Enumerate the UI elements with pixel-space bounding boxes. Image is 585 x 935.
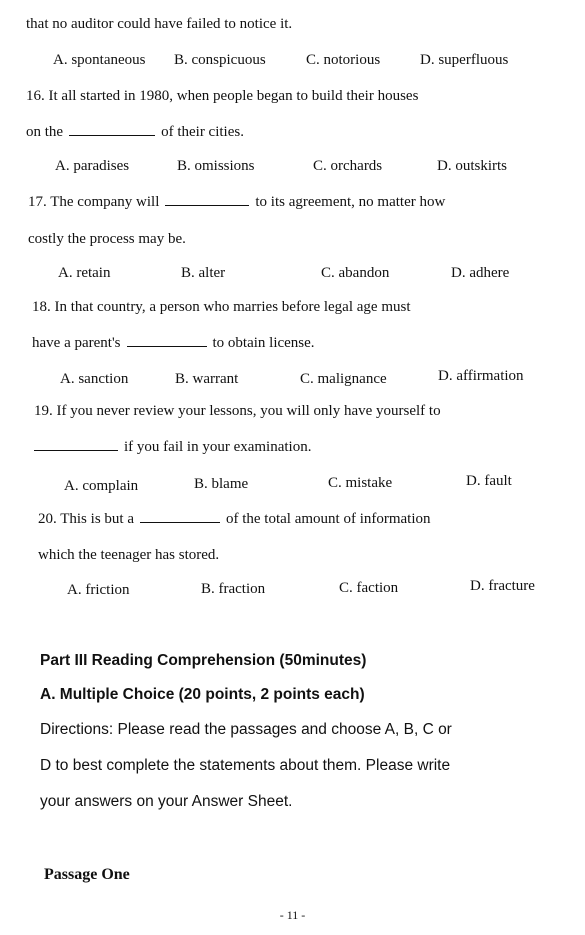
q17-option-b: B. alter — [181, 265, 226, 281]
q19-option-d: D. fault — [466, 473, 512, 489]
q18-option-a: A. sanction — [60, 371, 129, 387]
q16-stem-line1: 16. It all started in 1980, when people began to build their houses — [26, 88, 419, 104]
q17-answer-blank — [165, 193, 249, 206]
passage-title: Passage One — [44, 866, 130, 883]
q18-stem-start: have a parent's — [32, 335, 121, 351]
q16-option-d: D. outskirts — [437, 158, 508, 174]
q17-stem-line2: costly the process may be. — [28, 231, 186, 247]
q19-stem-line1: 19. If you never review your lessons, you will only have yourself to — [34, 403, 441, 419]
q19-option-c: C. mistake — [328, 475, 393, 491]
q15-option-d: D. superfluous — [420, 52, 509, 68]
q17-stem-start: 17. The company will — [28, 194, 160, 210]
q18-option-b: B. warrant — [175, 371, 239, 387]
q20-answer-blank — [140, 510, 220, 523]
q18-stem-line1: 18. In that country, a person who marries before legal age must — [32, 299, 411, 315]
directions-line3: your answers on your Answer Sheet. — [40, 793, 293, 810]
q18-stem-end: to obtain license. — [212, 335, 315, 351]
part3-subheading: A. Multiple Choice (20 points, 2 points each) — [40, 686, 365, 703]
q15-option-b: B. conspicuous — [174, 52, 266, 68]
intro-line: that no auditor could have failed to notice it. — [26, 16, 293, 32]
q20-stem-start: 20. This is but a — [38, 511, 134, 527]
q17-stem-end: to its agreement, no matter how — [255, 194, 446, 210]
q18-answer-blank — [127, 334, 207, 347]
q15-option-c: C. notorious — [306, 52, 381, 68]
directions-line2: D to best complete the statements about them. Please write — [40, 757, 451, 774]
q19-stem-end: if you fail in your examination. — [124, 439, 312, 455]
q17-option-a: A. retain — [58, 265, 111, 281]
q19-stem-line2 — [34, 437, 311, 457]
q20-option-c: C. faction — [339, 580, 399, 596]
q16-stem-line2 — [26, 122, 244, 142]
directions-line1: Directions: Please read the passages and choose A, B, C or — [40, 721, 452, 738]
q20-option-a: A. friction — [67, 582, 130, 598]
q17-stem-line1 — [28, 192, 445, 212]
q16-option-a: A. paradises — [55, 158, 130, 174]
q20-stem-end: of the total amount of information — [225, 511, 431, 527]
q15-option-a: A. spontaneous — [53, 52, 146, 68]
q18-option-d: D. affirmation — [438, 368, 524, 384]
q19-option-b: B. blame — [194, 476, 249, 492]
q17-option-d: D. adhere — [451, 265, 510, 281]
q17-option-c: C. abandon — [321, 265, 390, 281]
part3-heading: Part III Reading Comprehension (50minutes) — [40, 652, 367, 669]
q19-answer-blank — [34, 438, 118, 451]
q18-stem-line2 — [32, 333, 315, 353]
q20-option-b: B. fraction — [201, 581, 266, 597]
q20-option-d: D. fracture — [470, 578, 535, 594]
q16-option-c: C. orchards — [313, 158, 383, 174]
q19-option-a: A. complain — [64, 478, 139, 494]
q16-option-b: B. omissions — [177, 158, 255, 174]
q16-answer-blank — [69, 123, 155, 136]
q20-stem-line1 — [38, 509, 431, 529]
q20-stem-line2: which the teenager has stored. — [38, 547, 220, 563]
q18-option-c: C. malignance — [300, 371, 387, 387]
page-number: - 11 - — [279, 908, 306, 922]
q16-stem-start: on the — [26, 124, 64, 140]
q16-stem-end: of their cities. — [161, 124, 244, 140]
